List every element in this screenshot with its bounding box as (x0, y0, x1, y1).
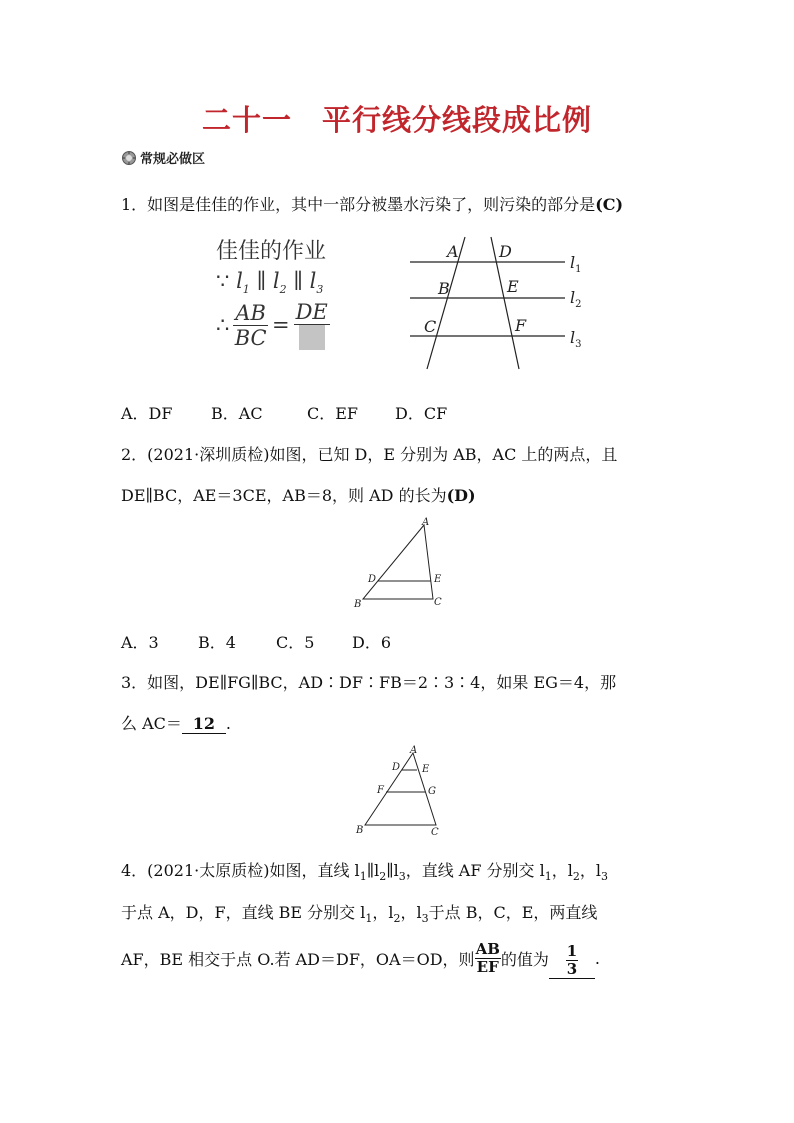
q4-l2-b: ，l (372, 903, 394, 922)
q1-options (121, 401, 447, 424)
q3-label-G: G (428, 786, 436, 797)
q4-l1-sub5: 2 (572, 870, 580, 884)
q2-answer: (D) (446, 486, 476, 505)
q3-label-E: E (422, 764, 430, 775)
q1-option-d: D．CF (395, 404, 448, 423)
q4-line1 (121, 858, 608, 883)
q1-figure (400, 232, 600, 377)
q2-label-B: B (354, 599, 362, 610)
q4-l1-sub4: 1 (544, 870, 552, 884)
q4-answer-blank (549, 943, 595, 979)
hw-equals: = (271, 313, 290, 338)
q4-l1-b: ∥l (366, 861, 380, 880)
hw-parallel-1: ∥ (256, 269, 267, 293)
q3-label-D: D (392, 762, 401, 773)
q2-options (121, 630, 391, 653)
label-l3: $l_3$ (570, 328, 582, 350)
q1-homework-title: 佳佳的作业 (216, 239, 327, 264)
q4-l2-d: 于点 B，C，E，两直线 (428, 903, 598, 922)
section-header (121, 148, 205, 167)
q4-ratio-fraction (475, 941, 501, 976)
q2-line2 (121, 483, 476, 506)
q1-answer: (C) (595, 195, 624, 214)
q4-l1-f: ，l (579, 861, 602, 880)
q4-l3-c: . (594, 948, 600, 968)
q3-line2-prefix: 么 AC＝ (121, 714, 182, 733)
q4-l2-c: ，l (400, 903, 422, 922)
q2-label-E: E (434, 574, 442, 585)
title-text: 平行线分线段成比例 (322, 103, 593, 137)
label-C: C (424, 317, 437, 336)
q4-l1-sub1: 1 (359, 870, 367, 884)
q3-line2-suffix: . (225, 714, 231, 733)
hw-l2: l (272, 269, 280, 293)
q2-line2-text: DE∥BC，AE＝3CE，AB＝8，则 AD 的长为 (121, 486, 447, 505)
label-l1: $l_1$ (570, 253, 582, 275)
hw-frac-right (294, 300, 330, 350)
because-symbol: ∵ (216, 269, 230, 293)
q1-option-c: C．EF (307, 404, 359, 423)
q4-l1-sub2: 2 (379, 870, 387, 884)
q4-ans-den: 3 (566, 960, 578, 978)
hw-l1: l (236, 269, 243, 293)
q1-homework-conclusion (216, 300, 330, 350)
q4-l1-c: ∥l (386, 861, 399, 880)
hw-frac-den: BC (234, 325, 267, 350)
q4-l1-sub3: 3 (398, 870, 406, 884)
q3-answer-blank: 12 (182, 715, 226, 734)
hw-sub1: 1 (242, 283, 250, 297)
q2-label-C: C (434, 597, 442, 608)
q4-l2-sub2: 2 (393, 912, 401, 926)
q4-l3-a: AF，BE 相交于点 O.若 AD＝DF，OA＝OD，则 (121, 949, 475, 969)
hw-l3: l (309, 269, 317, 293)
section-gear-icon (121, 150, 137, 166)
q1-stem-text: 1．如图是佳佳的作业，其中一部分被墨水污染了，则污染的部分是 (121, 195, 596, 214)
label-D: D (499, 242, 512, 261)
hw-sub3: 3 (316, 283, 324, 297)
q4-l1-e: ，l (551, 861, 573, 880)
q2-label-A: A (422, 517, 430, 528)
hw-sub2: 2 (279, 283, 287, 297)
section-label: 常规必做区 (140, 152, 206, 167)
q2-option-c: C．5 (276, 633, 315, 652)
hw-frac-left (233, 301, 268, 350)
q4-answer-fraction (566, 943, 578, 978)
q4-frac-num: AB (475, 939, 500, 958)
q1-option-a: A．DF (121, 404, 173, 423)
title-number: 二十一 (201, 103, 292, 137)
q3-figure (350, 743, 450, 838)
ink-stain-box (299, 325, 325, 350)
label-A: A (447, 242, 459, 261)
q2-triangle (363, 525, 433, 599)
q2-label-D: D (368, 574, 377, 585)
q4-frac-den: EF (476, 957, 499, 976)
q1-homework (216, 234, 330, 350)
q4-l1-a: 4．(2021·太原质检)如图，直线 l (121, 861, 360, 880)
q4-l1-sub6: 3 (601, 870, 609, 884)
transversal-left (427, 237, 465, 369)
q3-line2 (121, 711, 231, 734)
q2-option-a: A．3 (121, 633, 159, 652)
q2-option-d: D．6 (352, 633, 392, 652)
q3-label-F: F (377, 785, 384, 796)
hw-parallel-2: ∥ (293, 269, 303, 293)
q3-label-A: A (410, 745, 418, 756)
label-E: E (507, 277, 519, 296)
therefore-symbol: ∴ (216, 313, 230, 338)
q4-ans-num: 1 (566, 942, 578, 960)
hw-frac-num2: DE (295, 300, 328, 325)
q1-homework-given (216, 269, 330, 296)
hw-frac-num: AB (235, 300, 266, 325)
q1-option-b: B．AC (211, 404, 263, 423)
q2-line1: 2．(2021·深圳质检)如图，已知 D，E 分别为 AB，AC 上的两点，且 (121, 445, 618, 464)
label-B: B (438, 279, 450, 298)
q3-label-B: B (356, 825, 364, 836)
q4-l2-sub1: 1 (365, 912, 373, 926)
q4-l3-b: 的值为 (500, 949, 549, 969)
q2-option-b: B．4 (198, 633, 236, 652)
q4-l1-d: ，直线 AF 分别交 l (405, 861, 545, 880)
label-F: F (515, 316, 527, 335)
q2-figure (348, 515, 458, 610)
q3-line1: 3．如图，DE∥FG∥BC，AD∶DF∶FB＝2∶3∶4，如果 EG＝4，那 (121, 673, 617, 692)
q4-l2-sub3: 3 (421, 912, 429, 926)
q4-line2 (121, 900, 597, 925)
q1-stem (121, 192, 623, 215)
label-l2: $l_2$ (570, 288, 582, 310)
q4-l2-a: 于点 A，D，F，直线 BE 分别交 l (121, 903, 366, 922)
q3-label-C: C (431, 827, 439, 838)
q4-line3 (121, 937, 600, 979)
page-title (0, 98, 794, 139)
